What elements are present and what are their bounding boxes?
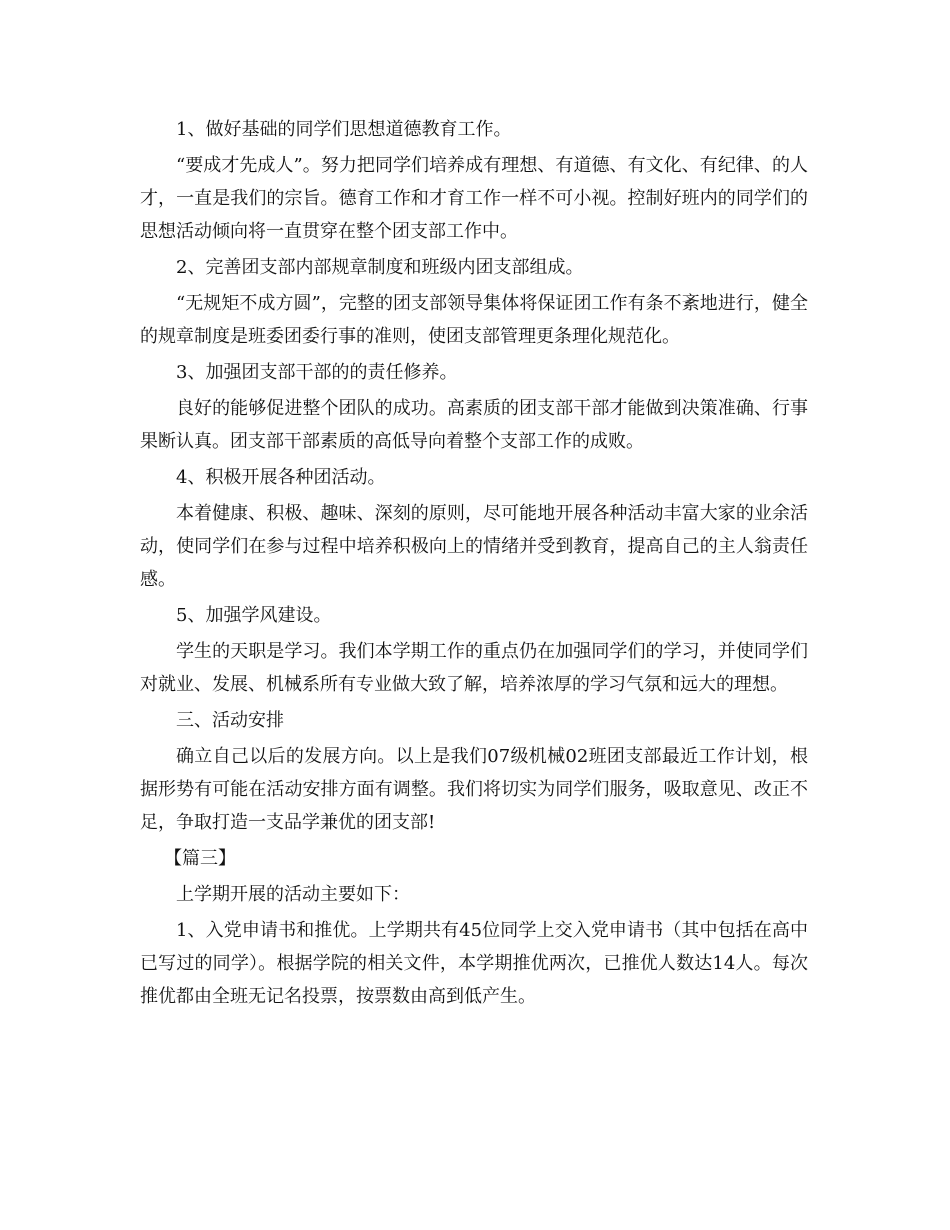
paragraph-intro-last-term: 上学期开展的活动主要如下： xyxy=(176,884,410,905)
paragraph-heading-3: 3、加强团支部干部的的责任修养。 xyxy=(176,362,458,383)
paragraph-body-party-application: 1、入党申请书和推优。上学期共有45位同学上交入党申请书（其中包括在高中已写过的同学）。根据学院的相关文件，本学期推优两次，已推优人数达14人。每次推优都由全班无记名投票，按票数由高到低产生。 xyxy=(140,920,808,1007)
paragraph-body-2: “无规矩不成方圆”，完整的团支部领导集体将保证团工作有条不紊地进行，健全的规章制度是班委团委行事的准则，使团支部管理更条理化规范化。 xyxy=(140,293,808,347)
paragraph-body-1: “要成才先成人”。努力把同学们培养成有理想、有道德、有文化、有纪律、的人才，一直是我们的宗旨。德育工作和才育工作一样不可小视。控制好班内的同学们的思想活动倾向将一直贯穿在整个团支部工作中。 xyxy=(140,155,808,242)
paragraph-body-4: 本着健康、积极、趣味、深刻的原则，尽可能地开展各种活动丰富大家的业余活动，使同学们在参与过程中培养积极向上的情绪并受到教育，提高自己的主人翁责任感。 xyxy=(140,503,808,590)
paragraph-heading-1: 1、做好基础的同学们思想道德教育工作。 xyxy=(176,119,512,140)
paragraph-body-3: 良好的能够促进整个团队的成功。高素质的团支部干部才能做到决策准确、行事果断认真。团支部干部素质的高低导向着整个支部工作的成败。 xyxy=(140,398,808,452)
paragraph-body-5: 学生的天职是学习。我们本学期工作的重点仍在加强同学们的学习，并使同学们对就业、发展、机械系所有专业做大致了解，培养浓厚的学习气氛和远大的理想。 xyxy=(140,641,808,695)
section-heading-activities: 三、活动安排 xyxy=(176,710,284,731)
section-marker-part-three: 【篇三】 xyxy=(164,848,236,869)
paragraph-body-activities: 确立自己以后的发展方向。以上是我们07级机械02班团支部最近工作计划，根据形势有可能在活动安排方面有调整。我们将切实为同学们服务，吸取意见、改正不足，争取打造一支品学兼优的团支部! xyxy=(140,746,808,833)
paragraph-heading-4: 4、积极开展各种团活动。 xyxy=(176,467,386,488)
document-body xyxy=(140,113,808,1016)
paragraph-heading-5: 5、加强学风建设。 xyxy=(176,605,332,626)
paragraph-heading-2: 2、完善团支部内部规章制度和班级内团支部组成。 xyxy=(176,257,584,278)
